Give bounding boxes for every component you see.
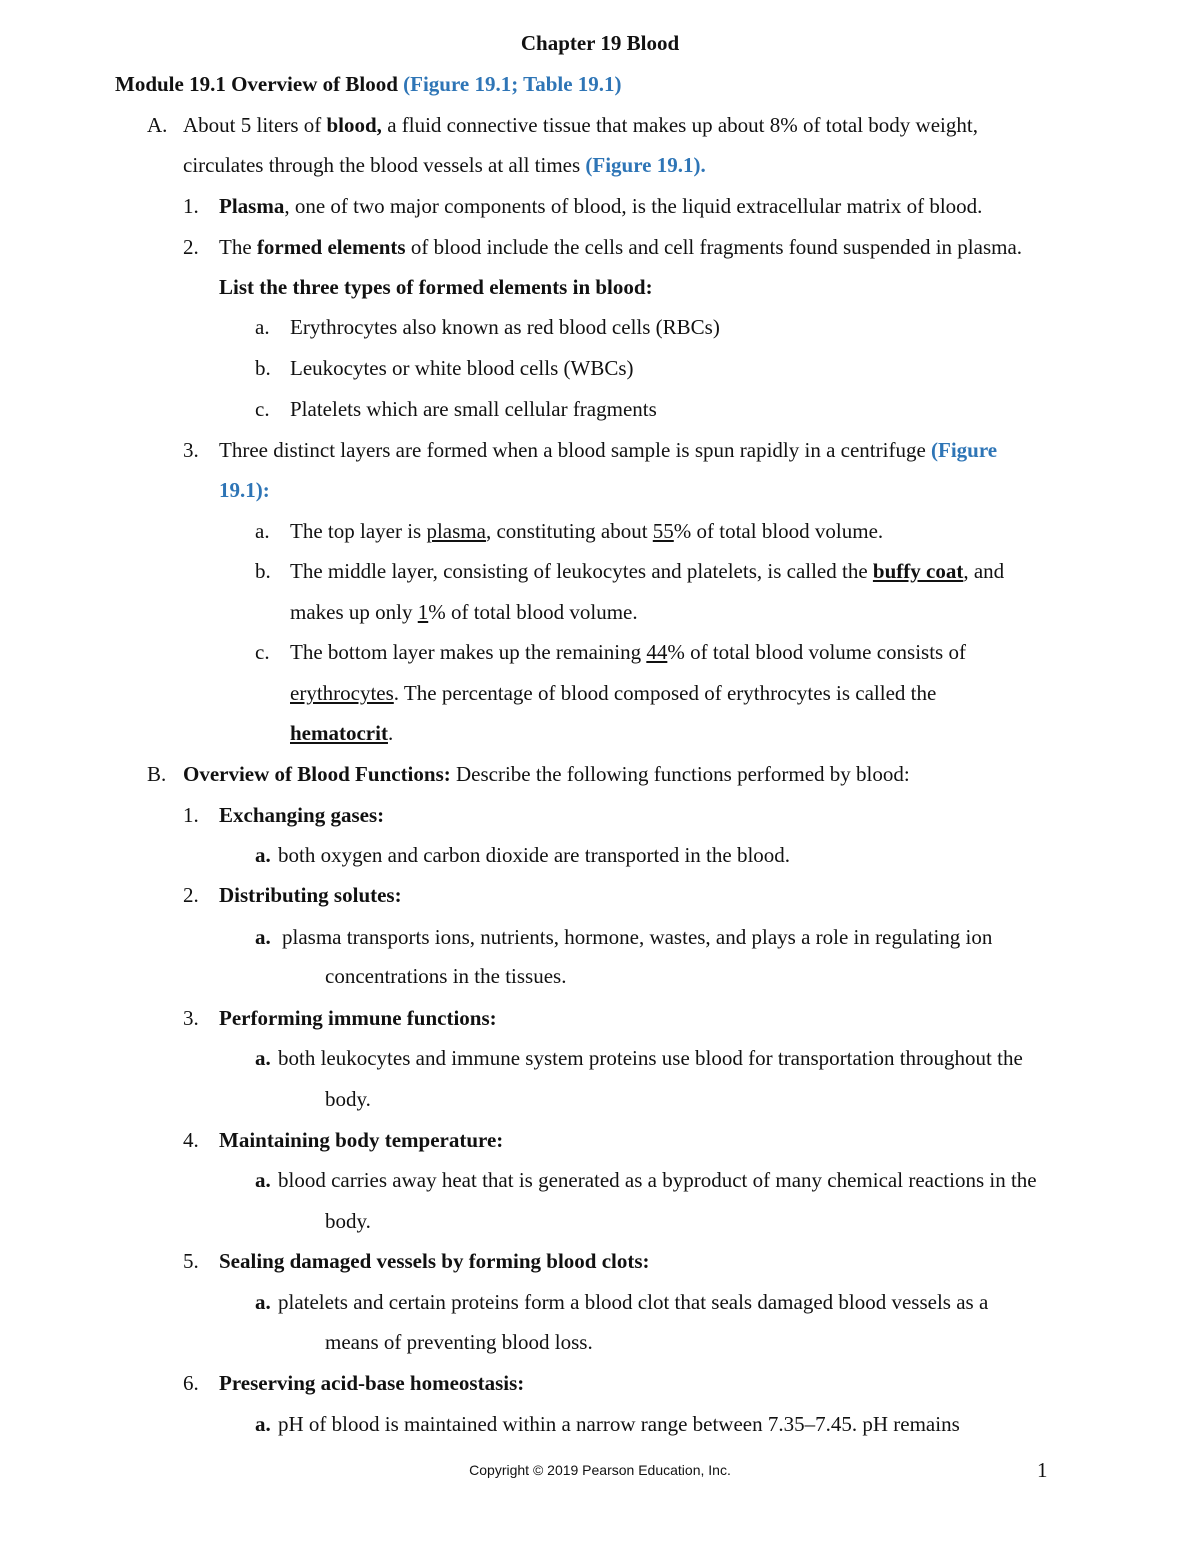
text: The bottom layer makes up the remaining [290, 640, 647, 664]
formed-element-b: Leukocytes or white blood cells (WBCs) [290, 356, 634, 380]
function-4-answer-line-2: body. [325, 1209, 371, 1233]
page-title: Chapter 19 Blood [520, 31, 680, 55]
section-b-title: Overview of Blood Functions: [183, 762, 451, 786]
function-4-a-marker: a. [255, 1168, 271, 1192]
text: About 5 liters of [183, 113, 327, 137]
text: , one of two major components of blood, is the liquid extracellular matrix of blood. [284, 194, 983, 218]
function-3-answer-line-2: body. [325, 1087, 371, 1111]
text: , and [963, 559, 1005, 583]
layer-middle-line-1 [290, 558, 1004, 584]
answer-44: 44 [646, 640, 668, 664]
text: % of total blood volume consists of [667, 640, 966, 664]
item-layers-line-2 [219, 477, 270, 503]
module-heading [115, 71, 622, 97]
layer-bottom-line-2 [290, 680, 936, 706]
text: The [219, 235, 257, 259]
text: . [387, 721, 394, 745]
function-1-answer: both oxygen and carbon dioxide are transported in the blood. [278, 843, 791, 867]
function-5-answer-line-1: platelets and certain proteins form a blood clot that seals damaged blood vessels as a [278, 1290, 989, 1314]
module-title: Module 19.1 Overview of Blood [115, 72, 398, 96]
function-6-a-marker: a. [255, 1412, 271, 1436]
layer-middle-line-2 [290, 599, 638, 625]
formed-element-c: Platelets which are small cellular fragments [290, 397, 657, 421]
section-b-heading [183, 761, 910, 787]
text: Three distinct layers are formed when a blood sample is spun rapidly in a centrifuge [219, 438, 932, 462]
sub-a-marker: a. [255, 315, 270, 339]
item-plasma [219, 193, 982, 219]
function-3-a-marker: a. [255, 1046, 271, 1070]
text: circulates through the blood vessels at all times [183, 153, 586, 177]
term-plasma: Plasma [219, 194, 285, 218]
formed-elements-prompt: List the three types of formed elements in blood: [219, 275, 653, 299]
figure-ref: (Figure [931, 438, 998, 462]
function-2-answer-line-1: plasma transports ions, nutrients, hormone, wastes, and plays a role in regulating ion [282, 925, 993, 949]
figure-ref: (Figure 19.1) [585, 153, 701, 177]
page-number: 1 [1037, 1458, 1048, 1482]
copyright-footer: Copyright © 2019 Pearson Education, Inc. [469, 1462, 731, 1478]
text: Describe the following functions performed by blood: [450, 762, 910, 786]
section-a-marker: A. [147, 113, 168, 137]
text: % of total blood volume. [428, 600, 638, 624]
answer-erythrocytes: erythrocytes [290, 681, 394, 705]
answer-buffy-coat: buffy coat [872, 559, 964, 583]
layer-a-marker: a. [255, 519, 270, 543]
figure-ref: 19.1) [219, 478, 263, 502]
function-4-marker: 4. [183, 1128, 199, 1152]
text: of blood include the cells and cell fragments found suspended in plasma. [405, 235, 1023, 259]
formed-element-a: Erythrocytes also known as red blood cells (RBCs) [290, 315, 720, 339]
function-5-marker: 5. [183, 1249, 199, 1273]
text: , constituting about [485, 519, 653, 543]
section-b-marker: B. [147, 762, 167, 786]
layer-b-marker: b. [255, 559, 271, 583]
item-2-marker: 2. [183, 235, 199, 259]
sub-c-marker: c. [255, 397, 270, 421]
function-5-heading: Sealing damaged vessels by forming blood clots: [219, 1249, 650, 1273]
text: . [700, 153, 706, 177]
layer-top [290, 518, 883, 544]
function-3-marker: 3. [183, 1006, 199, 1030]
item-3-marker: 3. [183, 438, 199, 462]
function-3-heading: Performing immune functions: [219, 1006, 497, 1030]
text: a fluid connective tissue that makes up about 8% of total body weight, [381, 113, 978, 137]
section-a-line-1 [183, 112, 978, 138]
text: The top layer is [290, 519, 427, 543]
function-1-marker: 1. [183, 803, 199, 827]
text: . The percentage of blood composed of erythrocytes is called the [393, 681, 937, 705]
term-blood: blood, [326, 113, 382, 137]
function-4-heading: Maintaining body temperature: [219, 1128, 504, 1152]
function-2-answer-line-2: concentrations in the tissues. [325, 964, 567, 988]
item-formed-elements [219, 234, 1022, 260]
layer-c-marker: c. [255, 640, 270, 664]
function-5-answer-line-2: means of preventing blood loss. [325, 1330, 593, 1354]
layer-bottom-line-3 [290, 720, 393, 746]
text: % of total blood volume. [673, 519, 884, 543]
sub-b-marker: b. [255, 356, 271, 380]
text: The middle layer, consisting of leukocytes and platelets, is called the [290, 559, 873, 583]
function-2-marker: 2. [183, 883, 199, 907]
section-a-line-2 [183, 152, 706, 178]
term-formed-elements: formed elements [256, 235, 406, 259]
function-5-a-marker: a. [255, 1290, 271, 1314]
function-1-a-marker: a. [255, 843, 271, 867]
function-1-heading: Exchanging gases: [219, 803, 385, 827]
function-2-a-marker: a. [255, 925, 271, 949]
answer-1: 1 [417, 600, 429, 624]
text: makes up only [290, 600, 418, 624]
layer-bottom-line-1 [290, 639, 966, 665]
item-layers-line-1 [219, 437, 997, 463]
module-figure-ref: (Figure 19.1; Table 19.1) [403, 72, 622, 96]
answer-hematocrit: hematocrit [290, 721, 388, 745]
answer-plasma: plasma [426, 519, 486, 543]
function-3-answer-line-1: both leukocytes and immune system proteins use blood for transportation throughout the [278, 1046, 1023, 1070]
text: : [262, 478, 270, 502]
function-6-answer-line-1: pH of blood is maintained within a narrow range between 7.35–7.45. pH remains [278, 1412, 960, 1436]
answer-55: 55 [652, 519, 674, 543]
item-1-marker: 1. [183, 194, 199, 218]
function-4-answer-line-1: blood carries away heat that is generated as a byproduct of many chemical reactions in the [278, 1168, 1037, 1192]
function-6-marker: 6. [183, 1371, 199, 1395]
function-2-heading: Distributing solutes: [219, 883, 402, 907]
function-6-heading: Preserving acid-base homeostasis: [219, 1371, 525, 1395]
